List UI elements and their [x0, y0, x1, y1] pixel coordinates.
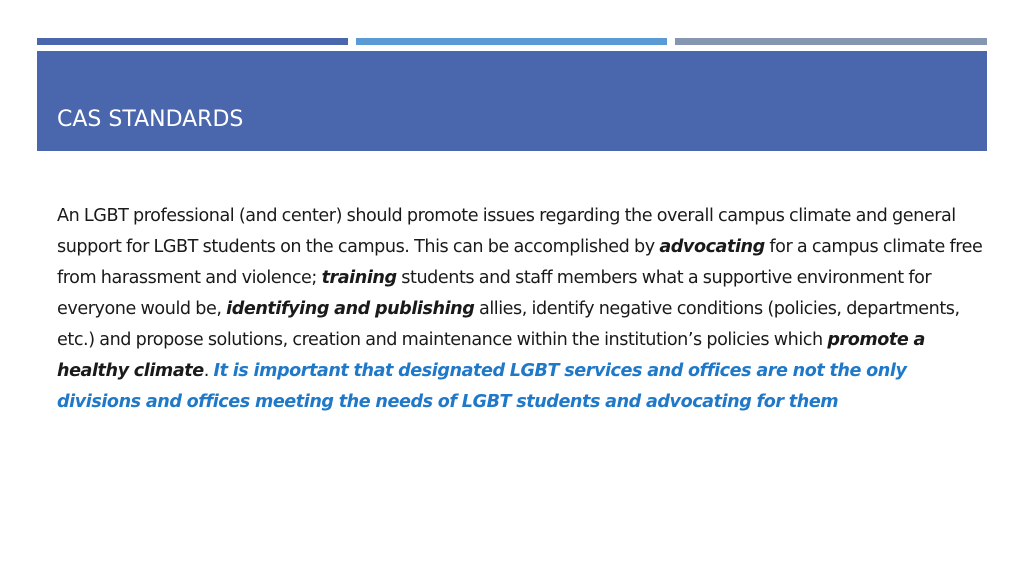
emphasis-advocating: advocating — [659, 237, 765, 257]
accent-bar-left — [37, 38, 348, 45]
accent-bar-right — [675, 38, 987, 45]
emphasis-training: training — [321, 268, 397, 288]
highlight-statement: It is important that designated LGBT services and offices are not the only divisions and offices meeting the needs of LGBT students and advocating for them — [57, 361, 907, 412]
title-band — [37, 51, 987, 151]
body-text-segment-4: allies, identify negative conditions (policies, departments, etc.) and propose solutions, creation and maintenance within the institution’s policies which — [57, 299, 960, 350]
body-text-segment-5: . — [203, 361, 214, 381]
body-paragraph — [57, 201, 987, 418]
body-text-segment-1: An LGBT professional (and center) should promote issues regarding the overall campus climate and general support for LGBT students on the campus. This can be accomplished by — [57, 206, 956, 257]
body-text-segment-2: for a campus climate free from harassment and violence; — [57, 237, 983, 288]
accent-bar-middle — [356, 38, 667, 45]
emphasis-healthy-climate: promote a healthy climate — [57, 330, 925, 381]
slide-title: CAS STANDARDS — [57, 107, 244, 132]
emphasis-identifying-publishing: identifying and publishing — [226, 299, 475, 319]
body-text-segment-3: students and staff members what a supportive environment for everyone would be, — [57, 268, 932, 319]
